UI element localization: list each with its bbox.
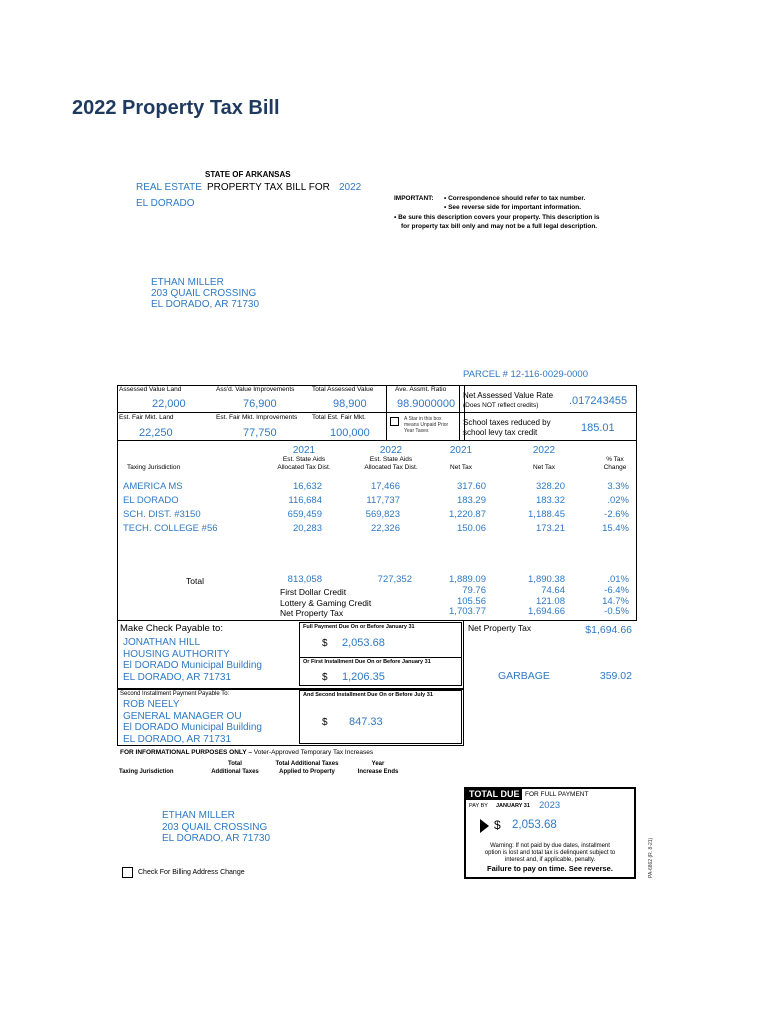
owner-city: EL DORADO, AR 71730 [151, 299, 260, 310]
net-a-column: 317.60 183.29 1,220.87 150.06 [449, 481, 486, 534]
col-net-a: Net Tax [450, 464, 472, 471]
aid-b-column: 17,466 117,737 569,823 22,326 [365, 481, 400, 534]
owner-name: ETHAN MILLER [151, 277, 224, 288]
info-col-jurisdiction: Taxing Jurisdiction [119, 769, 174, 775]
fm-impr-value: 77,750 [243, 427, 277, 439]
table-row-name: SCH. DIST. #3150 [123, 509, 201, 520]
mailing-address [162, 810, 270, 845]
total-label: Total Assessed Value [312, 386, 374, 393]
total-net-b: 1,890.38 [528, 574, 565, 585]
owner-street: 203 QUAIL CROSSING [151, 288, 257, 299]
credit-pct: -6.4% 14.7% -0.5% [602, 585, 629, 617]
aid-a-column: 16,632 116,684 659,459 20,283 [287, 481, 322, 534]
school-credit-value: 185.01 [581, 422, 615, 434]
second-installment-amount: 847.33 [349, 716, 383, 728]
year-a: 2021 [292, 445, 316, 456]
total-pct: .01% [607, 574, 629, 585]
col-aid-a: Est. State Aids Allocated Tax Dist. [277, 456, 331, 471]
info-col-year: Year Increase Ends [357, 761, 399, 775]
ratio-value: 98.9000000 [397, 398, 456, 410]
land-value: 22,000 [152, 398, 186, 410]
total-due-heading: TOTAL DUE [466, 789, 522, 800]
second-dollar: $ [322, 717, 328, 728]
mailing-street: 203 QUAIL CROSSING [162, 821, 268, 833]
fm-total-value: 100,000 [330, 427, 370, 439]
second-heading: Second Installment Payment Payable To: [120, 691, 230, 697]
fm-land-value: 22,250 [139, 427, 173, 439]
total-aid-a: 813,058 [287, 574, 322, 585]
land-label: Assessed Value Land [119, 386, 182, 393]
credit-net-a: 79.76 105.56 1,703.77 [449, 585, 486, 617]
important-note-1: • Correspondence should refer to tax number. [444, 195, 586, 202]
impr-label: Ass'd. Value Improvements [216, 386, 295, 393]
pay-by-year: 2023 [539, 800, 561, 811]
bill-year: 2022 [339, 182, 362, 193]
first-dollar: $ [322, 672, 328, 683]
school-credit-label: School taxes reduced by school levy tax credit [463, 418, 551, 437]
important-note-2: • See reverse side for important information. [444, 204, 582, 211]
first-installment-amount: 1,206.35 [342, 671, 385, 683]
col-net-b: Net Tax [533, 464, 555, 471]
col-aid-b: Est. State Aids Allocated Tax Dist. [364, 456, 418, 471]
payable-heading: Make Check Payable to: [120, 623, 223, 634]
second-address: ROB NEELY GENERAL MANAGER OU El DORADO Municipal Building EL DORADO, AR 71731 [123, 699, 262, 745]
important-note-3: • Be sure this description covers your property. This description is [394, 214, 600, 221]
full-dollar: $ [322, 638, 328, 649]
form-code: PA-6862 (R. 8-21) [648, 837, 654, 878]
pay-by-date: JANUARY 31 [496, 803, 530, 809]
important-note-4: for property tax bill only and may not be a full legal description. [401, 223, 598, 230]
credit-net-b: 74.64 121.08 1,694.66 [528, 585, 565, 617]
year-b: 2022 [379, 445, 403, 456]
total-due-sub: FOR FULL PAYMENT [525, 791, 589, 798]
prior-year-checkbox [390, 417, 399, 426]
col-pct: % Tax Change [603, 456, 627, 471]
bill-city: EL DORADO [136, 198, 195, 209]
jurisdiction-names [123, 480, 218, 536]
full-payment-amount: 2,053.68 [342, 637, 385, 649]
full-payment-label: Full Payment Due On or Before January 31 [303, 624, 415, 630]
table-row-name: EL DORADO [123, 495, 179, 506]
rate-value: .017243455 [569, 395, 628, 407]
total-row-label: Total [186, 576, 204, 586]
arrow-right-icon [480, 819, 489, 833]
total-due-dollar: $ [494, 818, 501, 832]
ratio-label: Ave. Assmt. Ratio [395, 386, 447, 393]
payable-address: JONATHAN HILL HOUSING AUTHORITY El DORADO Municipal Building EL DORADO, AR 71731 [123, 637, 262, 683]
table-row-name: TECH. COLLEGE #56 [123, 523, 218, 534]
info-col-total: Total Additional Taxes [211, 761, 259, 775]
fm-total-label: Total Est. Fair Mkt. [312, 414, 366, 421]
year-d: 2022 [532, 445, 556, 456]
failure-text: Failure to pay on time. See reverse. [487, 864, 613, 873]
mailing-name: ETHAN MILLER [162, 810, 235, 821]
prior-year-note: A Star in this box means Unpaid Prior Year Taxes [404, 416, 449, 434]
owner-address [151, 277, 259, 310]
rate-sub: (Does NOT reflect credits) [463, 402, 539, 409]
total-value: 98,900 [333, 398, 367, 410]
parcel-number: PARCEL # 12-116-0029-0000 [463, 369, 588, 380]
total-aid-b: 727,352 [377, 574, 412, 585]
impr-value: 76,900 [243, 398, 277, 410]
net-b-column: 328.20 183.32 1,188.45 173.21 [528, 481, 565, 534]
info-heading: FOR INFORMATIONAL PURPOSES ONLY – Voter-Approved Temporary Tax Increases [120, 749, 374, 756]
important-label: IMPORTANT: [394, 195, 434, 202]
total-due-amount: 2,053.68 [512, 819, 557, 831]
fm-impr-label: Est. Fair Mkt. Improvements [216, 414, 298, 421]
address-change-label: Check For Billing Address Change [138, 869, 245, 876]
total-net-a: 1,889.09 [449, 574, 486, 585]
bill-for-label: PROPERTY TAX BILL FOR [207, 182, 330, 193]
garbage-value: 359.02 [599, 670, 632, 682]
year-c: 2021 [449, 445, 473, 456]
col-jurisdiction: Taxing Jurisdiction [127, 464, 181, 471]
pay-by-label: PAY BY [469, 803, 488, 809]
table-row-name: AMERICA MS [123, 481, 183, 492]
address-change-checkbox[interactable] [122, 867, 133, 878]
pct-column: 3.3% .02% -2.6% 15.4% [602, 481, 629, 534]
mailing-city: EL DORADO, AR 71730 [162, 833, 271, 844]
rate-label: Net Assessed Value Rate [463, 391, 554, 400]
garbage-label: GARBAGE [498, 670, 550, 682]
info-col-applied: Total Additional Taxes Applied to Property [275, 761, 339, 775]
second-installment-label: And Second Installment Due On or Before July 31 [303, 692, 433, 698]
bill-type: REAL ESTATE [136, 182, 202, 193]
net-tax-value: $1,694.66 [585, 624, 632, 636]
first-installment-label: Or First Installment Due On or Before January 31 [303, 659, 431, 665]
credit-labels: First Dollar Credit Lottery & Gaming Credit Net Property Tax [280, 587, 372, 618]
page-title: 2022 Property Tax Bill [72, 97, 280, 119]
warning-text: Warning: If not paid by due dates, installment option is lost and total tax is delinquent subject to interest and, if applicable, penalty. [484, 843, 616, 863]
net-tax-label: Net Property Tax [468, 623, 532, 633]
state-label: STATE OF ARKANSAS [205, 170, 291, 179]
fm-land-label: Est. Fair Mkt. Land [119, 414, 174, 421]
